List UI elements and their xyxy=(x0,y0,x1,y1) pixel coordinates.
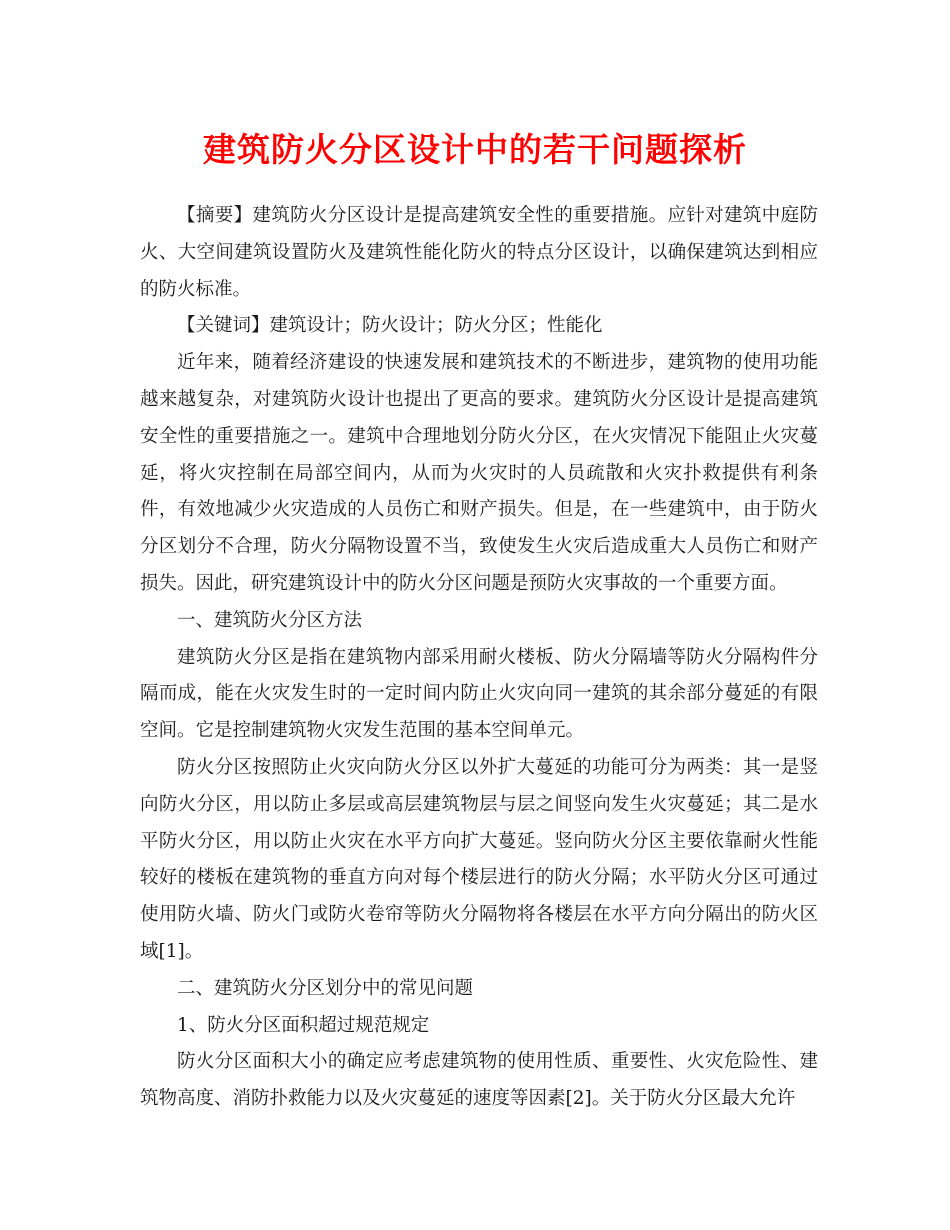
body-paragraph: 建筑防火分区是指在建筑物内部采用耐火楼板、防火分隔墙等防火分隔构件分隔而成，能在火灾发生时的一定时间内防止火灾向同一建筑的其余部分蔓延的有限空间。它是控制建筑物火灾发生范围的基本空间单元。 xyxy=(140,646,818,742)
subsection-heading: 1、防火分区面积超过规范规定 xyxy=(177,1014,430,1036)
section-heading: 二、建筑防火分区划分中的常见问题 xyxy=(177,977,474,999)
abstract-paragraph: 【摘要】建筑防火分区设计是提高建筑安全性的重要措施。应针对建筑中庭防火、大空间建筑设置防火及建筑性能化防火的特点分区设计，以确保建筑达到相应的防火标准。 xyxy=(140,205,818,300)
document-title: 建筑防火分区设计中的若干问题探析 xyxy=(203,130,747,169)
body-paragraph: 近年来，随着经济建设的快速发展和建筑技术的不断进步，建筑物的使用功能越来越复杂，对建筑防火设计也提出了更高的要求。建筑防火分区设计是提高建筑安全性的重要措施之一。建筑中合理地划分防火分区，在火灾情况下能阻止火灾蔓延，将火灾控制在局部空间内，从而为火灾时的人员疏散和火灾扑救提供有利条件，有效地减少火灾造成的人员伤亡和财产损失。但是，在一些建筑中，由于防火分区划分不合理，防火分隔物设置不当，致使发生火灾后造成重大人员伤亡和财产损失。因此，研究建筑设计中的防火分区问题是预防火灾事故的一个重要方面。 xyxy=(140,352,818,594)
body-paragraph: 防火分区按照防止火灾向防火分区以外扩大蔓延的功能可分为两类：其一是竖向防火分区，用以防止多层或高层建筑物层与层之间竖向发生火灾蔓延；其二是水平防火分区，用以防止火灾在水平方向扩大蔓延。竖向防火分区主要依靠耐火性能较好的楼板在建筑物的垂直方向对每个楼层进行的防火分隔；水平防火分区可通过使用防火墙、防火门或防火卷帘等防火分隔物将各楼层在水平方向分隔出的防火区域[1]。 xyxy=(140,756,818,962)
body-paragraph: 防火分区面积大小的确定应考虑建筑物的使用性质、重要性、火灾危险性、建筑物高度、消防扑救能力以及火灾蔓延的速度等因素[2]。关于防火分区最大允许 xyxy=(140,1051,818,1110)
document-body xyxy=(140,198,818,1118)
section-heading: 一、建筑防火分区方法 xyxy=(177,609,363,631)
keywords-paragraph: 【关键词】建筑设计；防火设计；防火分区；性能化 xyxy=(177,315,603,337)
